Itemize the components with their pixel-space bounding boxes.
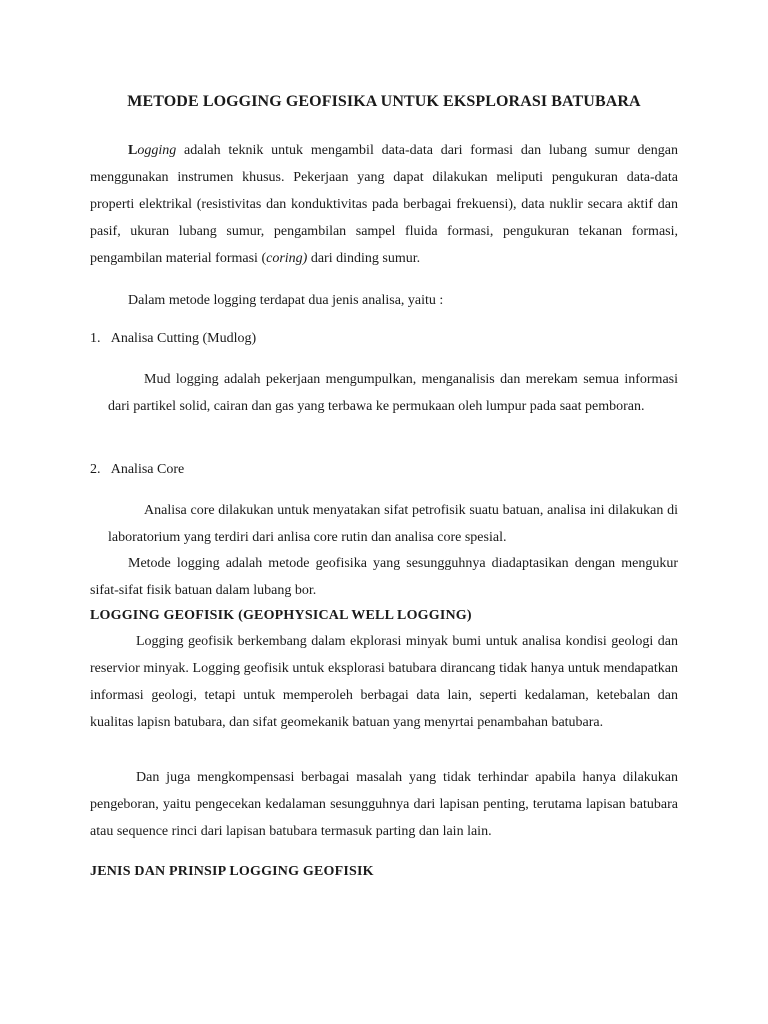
document-title: METODE LOGGING GEOFISIKA UNTUK EKSPLORASI BATUBARA xyxy=(127,93,641,110)
list-number-2: 2. xyxy=(90,462,101,477)
section1-paragraph-2: Dan juga mengkompensasi berbagai masalah yang tidak terhindar apabila hanya dilakukan pengeboran, yaitu pengecekan kedalaman sesungguhnya dari lapisan penting, terutama lapisan batubara atau sequence rinci dari lapisan batubara termasuk parting dan lain lain. xyxy=(90,770,678,839)
section-heading-1: LOGGING GEOFISIK (GEOPHYSICAL WELL LOGGING) xyxy=(90,608,472,623)
method-paragraph: Metode logging adalah metode geofisika yang sesungguhnya diadaptasikan dengan mengukur sifat-sifat fisik batuan dalam lubang bor. xyxy=(90,556,678,598)
intro-text-a: adalah teknik untuk mengambil data-data dari formasi dan lubang sumur dengan menggunakan instrumen khusus. Pekerjaan yang dapat dilakukan meliputi pengukuran data-data properti elektrikal (resistivitas dan konduktivitas pada berbagai frekuensi), data nuklir secara aktif dan pasif, ukuran lubang sumur, pengambilan sampel fluida formasi, pengukuran tekanan formasi, pengambilan material formasi ( xyxy=(90,143,678,266)
section1-paragraph-1: Logging geofisik berkembang dalam ekplorasi minyak bumi untuk analisa kondisi geologi dan reservior minyak. Logging geofisik untuk eksplorasi batubara dirancang tidak hanya untuk mendapatkan informasi geologi, tetapi untuk memperoleh berbagai data lain, seperti kedalaman, ketebalan dan kualitas lapisn batubara, dan sifat geomekanik batuan yang menyrtai penambahan batubara. xyxy=(90,634,678,730)
list-number-1: 1. xyxy=(90,331,101,346)
intro-coring: coring) xyxy=(266,251,308,266)
section-heading-2: JENIS DAN PRINSIP LOGGING GEOFISIK xyxy=(90,864,374,879)
list-item-1 xyxy=(90,331,256,347)
list-description-1: Mud logging adalah pekerjaan mengumpulkan, menganalisis dan merekam semua informasi dari partikel solid, cairan dan gas yang terbawa ke permukaan oleh lumpur pada saat pemboran. xyxy=(108,372,678,414)
analysis-intro: Dalam metode logging terdapat dua jenis analisa, yaitu : xyxy=(128,293,444,308)
list-item-2 xyxy=(90,462,184,478)
intro-text-b: dari dinding sumur. xyxy=(307,251,421,266)
intro-lead-italic: ogging xyxy=(137,143,177,158)
list-label-2: Analisa Core xyxy=(110,462,185,477)
list-label-1: Analisa Cutting (Mudlog) xyxy=(110,331,257,346)
intro-lead-letter: L xyxy=(128,143,138,158)
intro-paragraph xyxy=(90,137,678,272)
list-description-2: Analisa core dilakukan untuk menyatakan sifat petrofisik suatu batuan, analisa ini dilakukan di laboratorium yang terdiri dari anlisa core rutin dan analisa core spesial. xyxy=(108,503,678,545)
